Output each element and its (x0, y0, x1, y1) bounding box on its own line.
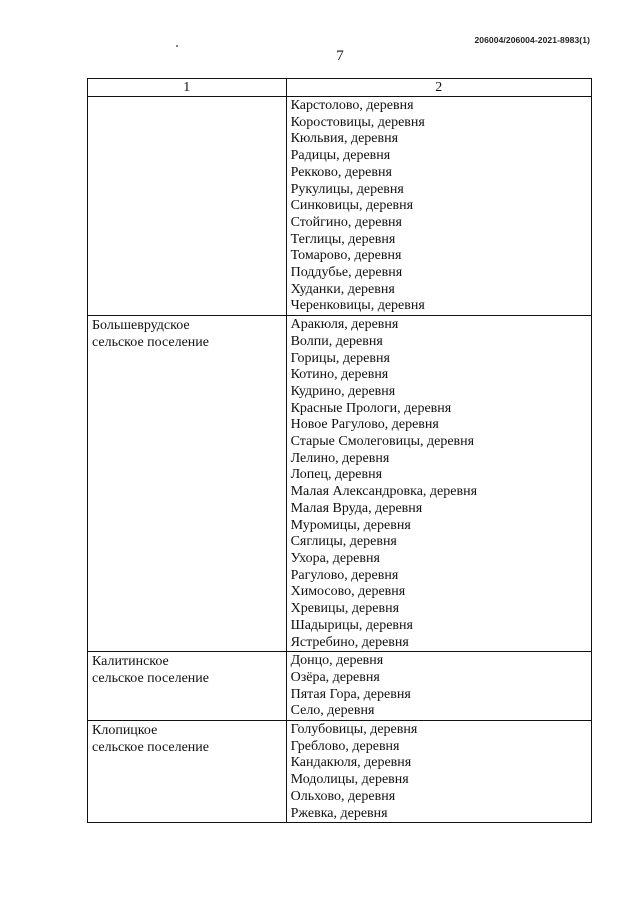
settlement-name (88, 652, 286, 687)
villages-cell (286, 652, 591, 721)
settlement-name-line: Большеврудское (92, 318, 190, 334)
settlement-name-line: сельское поселение (92, 334, 209, 350)
village-item: Шадырицы, деревня (290, 617, 413, 633)
village-item: Томарово, деревня (290, 248, 402, 264)
village-list (287, 97, 591, 315)
village-list (287, 316, 591, 651)
village-item: Озёра, деревня (290, 669, 380, 685)
village-item: Донцо, деревня (290, 653, 384, 669)
table-row (88, 721, 592, 823)
village-item: Радицы, деревня (290, 148, 391, 164)
settlement-name-line: сельское поселение (92, 739, 209, 755)
column-header-1: 1 (88, 79, 287, 97)
village-list (287, 721, 591, 822)
document-id: 206004/206004-2021-8983(1) (474, 35, 590, 45)
column-header-2: 2 (286, 79, 591, 97)
table-body (88, 97, 592, 823)
village-item: Синковицы, деревня (290, 198, 414, 214)
table-row (88, 97, 592, 316)
village-item: Химосово, деревня (290, 584, 406, 600)
table-header-row (88, 79, 592, 97)
village-item: Малая Александровка, деревня (290, 484, 478, 500)
settlement-name (88, 97, 286, 99)
village-item: Черенковицы, деревня (290, 298, 425, 314)
village-item: Теглицы, деревня (290, 231, 396, 247)
table-row (88, 652, 592, 721)
village-item: Ольхово, деревня (290, 788, 396, 804)
village-item: Лелино, деревня (290, 450, 390, 466)
village-item: Новое Рагулово, деревня (290, 417, 439, 433)
village-item: Хревицы, деревня (290, 601, 400, 617)
settlement-name (88, 316, 286, 351)
settlement-name (88, 721, 286, 756)
village-item: Ястребино, деревня (290, 634, 409, 650)
village-list (287, 652, 591, 720)
village-item: Коростовицы, деревня (290, 114, 425, 130)
village-item: Красные Прологи, деревня (290, 400, 452, 416)
settlements-table (87, 78, 592, 823)
village-item: Рукулицы, деревня (290, 181, 404, 197)
village-item: Село, деревня (290, 703, 375, 719)
village-item: Муромицы, деревня (290, 517, 411, 533)
village-item: Пятая Гора, деревня (290, 686, 411, 702)
settlement-cell (88, 316, 287, 652)
village-item: Старые Смолеговицы, деревня (290, 434, 475, 450)
page-number: 7 (336, 48, 344, 64)
village-item: Котино, деревня (290, 367, 389, 383)
village-item: Лопец, деревня (290, 467, 383, 483)
settlement-name-line: сельское поселение (92, 670, 209, 686)
village-item: Волпи, деревня (290, 333, 383, 349)
village-item: Рекково, деревня (290, 164, 392, 180)
village-item: Рагулово, деревня (290, 567, 399, 583)
village-item: Худанки, деревня (290, 281, 395, 297)
village-item: Гребловo, деревня (290, 738, 400, 754)
settlement-cell (88, 97, 287, 316)
scan-speck (176, 45, 178, 47)
village-item: Кудрино, деревня (290, 383, 396, 399)
village-item: Голубовицы, деревня (290, 722, 418, 738)
village-item: Стойгино, деревня (290, 214, 402, 230)
village-item: Модолицы, деревня (290, 772, 409, 788)
villages-cell (286, 316, 591, 652)
village-item: Карстолово, деревня (290, 98, 414, 113)
village-item: Поддубье, деревня (290, 265, 403, 281)
village-item: Кандакюля, деревня (290, 755, 412, 771)
village-item: Горицы, деревня (290, 350, 390, 366)
village-item: Аракюля, деревня (290, 317, 399, 333)
village-item: Ухора, деревня (290, 550, 380, 566)
settlement-cell (88, 652, 287, 721)
villages-cell (286, 721, 591, 823)
village-item: Сяглицы, деревня (290, 534, 397, 550)
table-row (88, 316, 592, 652)
village-item: Кюльвия, деревня (290, 131, 399, 147)
settlement-name-line: Калитинское (92, 654, 169, 670)
villages-cell (286, 97, 591, 316)
settlement-name-line: Клопицкое (92, 723, 158, 739)
village-item: Малая Вруда, деревня (290, 500, 423, 516)
settlement-cell (88, 721, 287, 823)
village-item: Ржевка, деревня (290, 805, 388, 821)
